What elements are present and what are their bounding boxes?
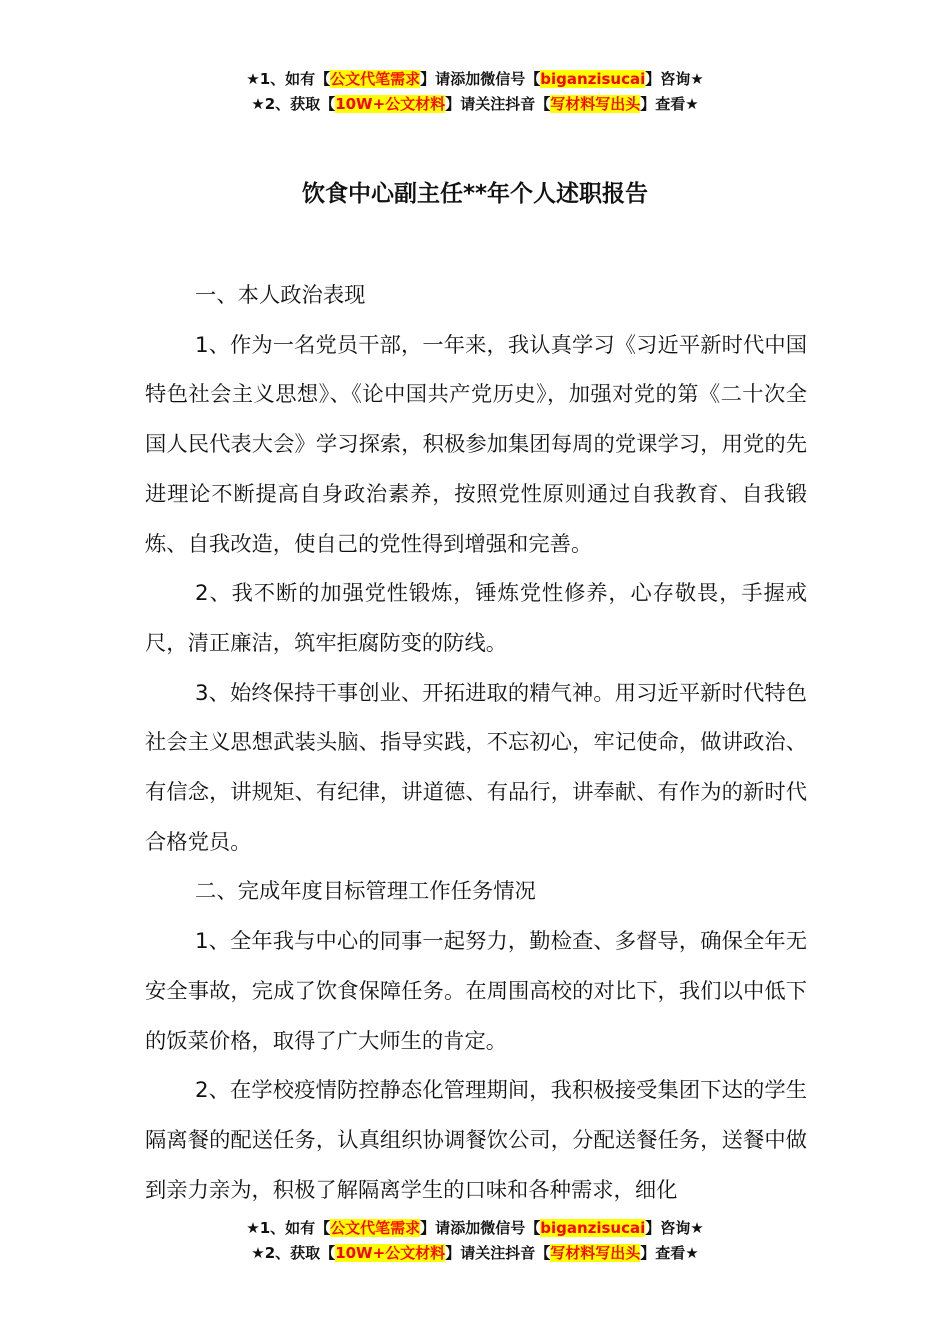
- banner-line-2-mid2: 抖音【: [505, 1244, 551, 1262]
- banner-line-1-mid2: 微信号【: [480, 70, 541, 88]
- banner-line-2-emphasis: 关注: [475, 1244, 506, 1262]
- section-heading-political: 一、本人政治表现: [195, 283, 366, 308]
- banner-line-1-emphasis: 添加: [450, 1219, 481, 1237]
- banner-line-1-prefix: ★1、如有【: [246, 1219, 331, 1237]
- banner-line-2: [0, 92, 950, 117]
- banner-line-1: [0, 67, 950, 92]
- banner-line-2-highlight-materials: 10W+公文材料: [335, 1244, 446, 1262]
- banner-line-2-prefix: ★2、获取【: [251, 1244, 336, 1262]
- banner-line-2-mid: 】请: [445, 1244, 476, 1262]
- banner-line-1-mid2: 微信号【: [480, 1219, 541, 1237]
- banner-line-2-mid2: 抖音【: [505, 95, 551, 113]
- banner-line-2-prefix: ★2、获取【: [251, 95, 336, 113]
- body-paragraph: 1、作为一名党员干部，一年来，我认真学习《习近平新时代中国特色社会主义思想》、《论中国共产党历史》，加强对党的第《二十次全国人民代表大会》学习探索，积极参加集团每周的党课学习，用党的先进理论不断提高自身政治素养，按照党性原则通过自我教育、自我锻炼、自我改造，使自己的党性得到增强和完善。: [145, 332, 807, 557]
- banner-line-1-emphasis: 添加: [450, 70, 481, 88]
- body-paragraph: 3、始终保持干事创业、开拓进取的精气神。用习近平新时代特色社会主义思想武装头脑、指导实践，不忘初心，牢记使命，做讲政治、有信念，讲规矩、有纪律，讲道德、有品行，讲奉献、有作为的新时代合格党员。: [145, 680, 807, 855]
- body-paragraph: 2、我不断的加强党性锻炼，锤炼党性修养，心存敬畏，手握戒尺，清正廉洁，筑牢拒腐防变的防线。: [145, 581, 807, 656]
- banner-line-2-emphasis: 关注: [475, 95, 506, 113]
- body-paragraph: 2、在学校疫情防控静态化管理期间，我积极接受集团下达的学生隔离餐的配送任务，认真组织协调餐饮公司，分配送餐任务，送餐中做到亲力亲为，积极了解隔离学生的口味和各种需求，细化: [145, 1078, 807, 1203]
- banner-line-1-highlight-service: 公文代笔需求: [330, 1219, 421, 1237]
- banner-line-1: [0, 1216, 950, 1241]
- document-body: [145, 271, 807, 1215]
- section-heading-tasks: 二、完成年度目标管理工作任务情况: [195, 879, 536, 905]
- banner-line-1-mid: 】请: [420, 70, 451, 88]
- banner-line-1-highlight-service: 公文代笔需求: [330, 70, 421, 88]
- banner-line-2: [0, 1241, 950, 1266]
- banner-line-2-highlight-douyin: 写材料写出头: [550, 95, 641, 113]
- banner-line-1-highlight-wechat: biganzisucai: [540, 1219, 646, 1237]
- banner-line-1-suffix: 】咨询★: [645, 70, 704, 88]
- banner-line-2-highlight-douyin: 写材料写出头: [550, 1244, 641, 1262]
- footer-banner: [0, 1216, 950, 1266]
- banner-line-1-suffix: 】咨询★: [645, 1219, 704, 1237]
- banner-line-2-suffix: 】查看★: [640, 95, 699, 113]
- header-banner: [0, 67, 950, 117]
- banner-line-2-suffix: 】查看★: [640, 1244, 699, 1262]
- banner-line-1-mid: 】请: [420, 1219, 451, 1237]
- banner-line-1-prefix: ★1、如有【: [246, 70, 331, 88]
- document-title: 饮食中心副主任**年个人述职报告: [301, 181, 649, 207]
- body-paragraph: 1、全年我与中心的同事一起努力，勤检查、多督导，确保全年无安全事故，完成了饮食保障任务。在周围高校的对比下，我们以中低下的饭菜价格，取得了广大师生的肯定。: [145, 929, 807, 1054]
- banner-line-2-highlight-materials: 10W+公文材料: [335, 95, 446, 113]
- banner-line-2-mid: 】请: [445, 95, 476, 113]
- banner-line-1-highlight-wechat: biganzisucai: [540, 70, 646, 88]
